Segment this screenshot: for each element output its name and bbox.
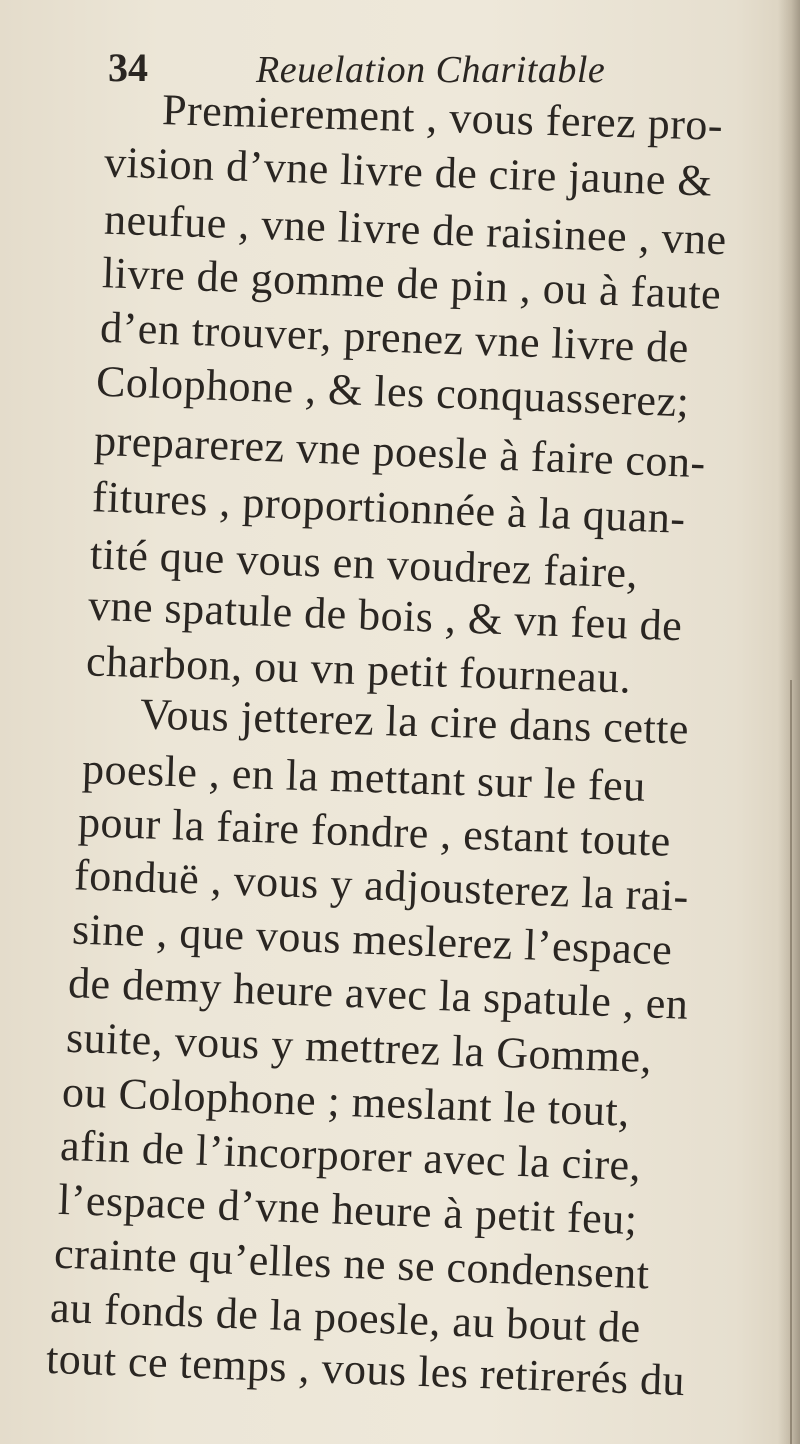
text-line: neufue , vne livre de raisinee , vne bbox=[103, 194, 728, 265]
text-line: fitures , proportionnée à la quan- bbox=[91, 472, 687, 543]
text-line: l’espace d’vne heure à petit feu; bbox=[57, 1174, 639, 1245]
text-line: Vous jetterez la cire dans cette bbox=[139, 689, 690, 754]
text-line: poesle , en la mettant sur le feu bbox=[81, 744, 647, 811]
text-line: suite, vous y mettrez la Gomme, bbox=[65, 1012, 653, 1083]
text-line: vne spatule de bois , & vn feu de bbox=[87, 580, 684, 651]
text-line: charbon, ou vn petit fourneau. bbox=[85, 636, 632, 703]
running-title: Reuelation Charitable bbox=[256, 49, 606, 91]
text-line: tité que vous en voudrez faire, bbox=[89, 529, 639, 598]
text-line: Colophone , & les conquasserez; bbox=[95, 356, 691, 427]
text-line: au fonds de la poesle, au bout de bbox=[49, 1282, 642, 1353]
text-line: preparerez vne poesle à faire con- bbox=[93, 415, 707, 488]
text-line: vision d’vne livre de cire jaune & bbox=[103, 137, 713, 206]
text-line: Premierement , vous ferez pro- bbox=[161, 85, 724, 150]
text-line: de demy heure avec la spatule , en bbox=[67, 958, 690, 1029]
text-line: pour la faire fondre , estant toute bbox=[77, 797, 672, 866]
text-line: tout ce temps , vous les retirerés du bbox=[45, 1333, 686, 1406]
text-line: fonduë , vous y adjousterez la rai- bbox=[73, 850, 690, 921]
text-line: livre de gomme de pin , ou à faute bbox=[101, 248, 723, 319]
text-line: sine , que vous meslerez l’espace bbox=[71, 904, 674, 975]
text-line: d’en trouver, prenez vne livre de bbox=[99, 302, 690, 373]
page-number: 34 bbox=[108, 45, 148, 90]
text-line: afin de l’incorporer avec la cire, bbox=[59, 1120, 643, 1191]
text-line: crainte qu’elles ne se condensent bbox=[53, 1228, 651, 1299]
text-line: ou Colophone ; meslant le tout, bbox=[61, 1067, 631, 1136]
